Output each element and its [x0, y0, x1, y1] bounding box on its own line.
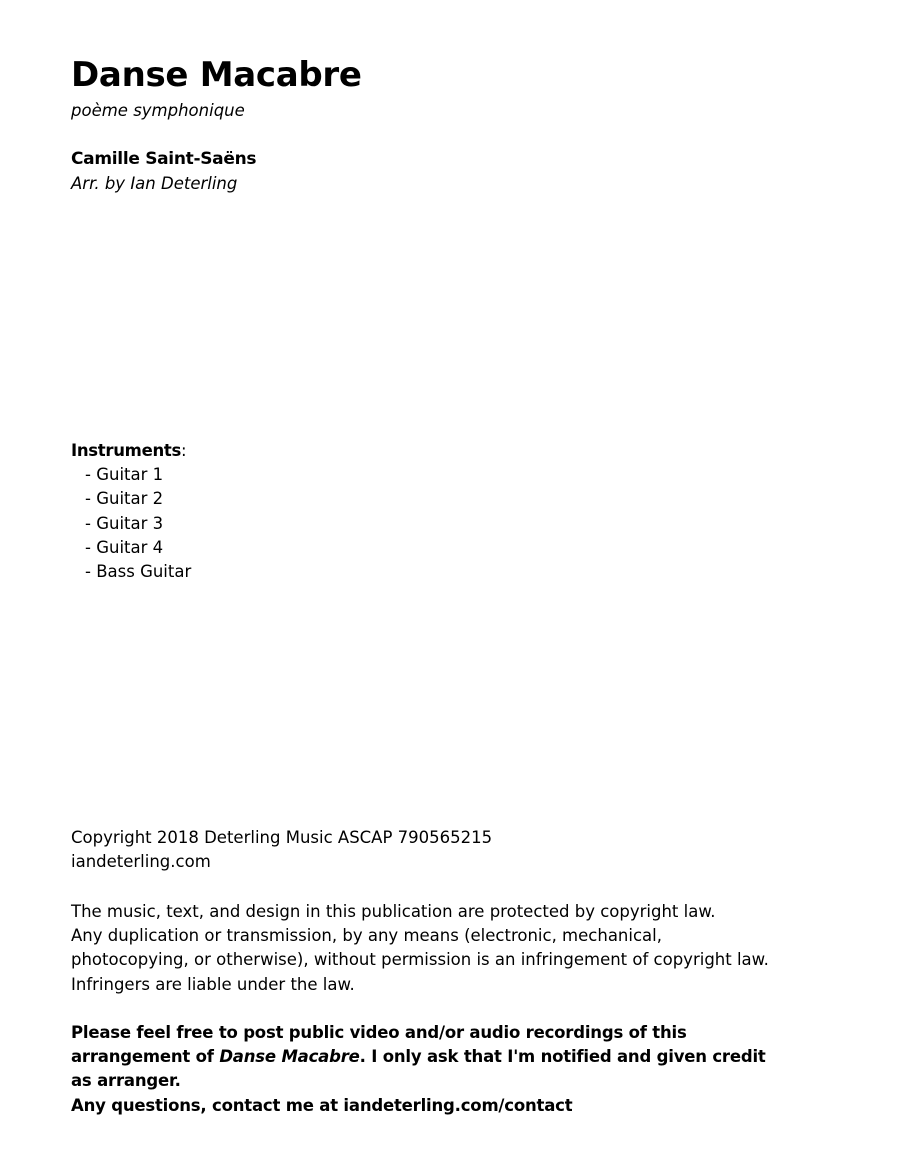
- permission-text-part1: Please feel free to post public video and/or audio recordings of this arrangement of: [71, 1023, 687, 1067]
- instruments-heading: Instruments: [71, 441, 182, 460]
- recording-permission-notice: [71, 1021, 771, 1118]
- instrument-list: [71, 463, 191, 584]
- legal-line: The music, text, and design in this publication are protected by copyright law.: [71, 902, 716, 921]
- legal-line: Any duplication or transmission, by any means (electronic, mechanical,: [71, 926, 662, 946]
- instrument-item: - Bass Guitar: [85, 562, 192, 582]
- work-title: Danse Macabre: [219, 1047, 360, 1067]
- instruments-section: [71, 439, 191, 584]
- copyright-line: Copyright 2018 Deterling Music ASCAP 790565215: [71, 828, 493, 847]
- legal-line: photocopying, or otherwise), without permission is an infringement of copyright law.: [71, 950, 769, 970]
- instrument-item: - Guitar 1: [85, 465, 164, 485]
- instrument-item: - Guitar 2: [85, 489, 164, 509]
- instrument-item: - Guitar 4: [85, 537, 164, 557]
- contact-line[interactable]: Any questions, contact me at iandeterling.com/contact: [71, 1095, 573, 1115]
- permission-text: [71, 1021, 771, 1094]
- instruments-heading-line: [71, 439, 191, 463]
- arranger-credit: Arr. by Ian Deterling: [71, 174, 238, 193]
- legal-notice: [71, 900, 851, 997]
- page-subtitle: poème symphonique: [71, 101, 245, 120]
- website-link[interactable]: iandeterling.com: [71, 852, 211, 872]
- composer-name: Camille Saint-Saëns: [71, 149, 257, 169]
- copyright-section: [71, 826, 492, 874]
- page-title: Danse Macabre: [71, 55, 362, 95]
- instruments-colon: :: [181, 441, 187, 460]
- instrument-item: - Guitar 3: [85, 513, 164, 533]
- legal-line: Infringers are liable under the law.: [71, 974, 355, 994]
- permission-text-part2: . I only ask that I'm notified and given credit as arranger.: [71, 1047, 766, 1091]
